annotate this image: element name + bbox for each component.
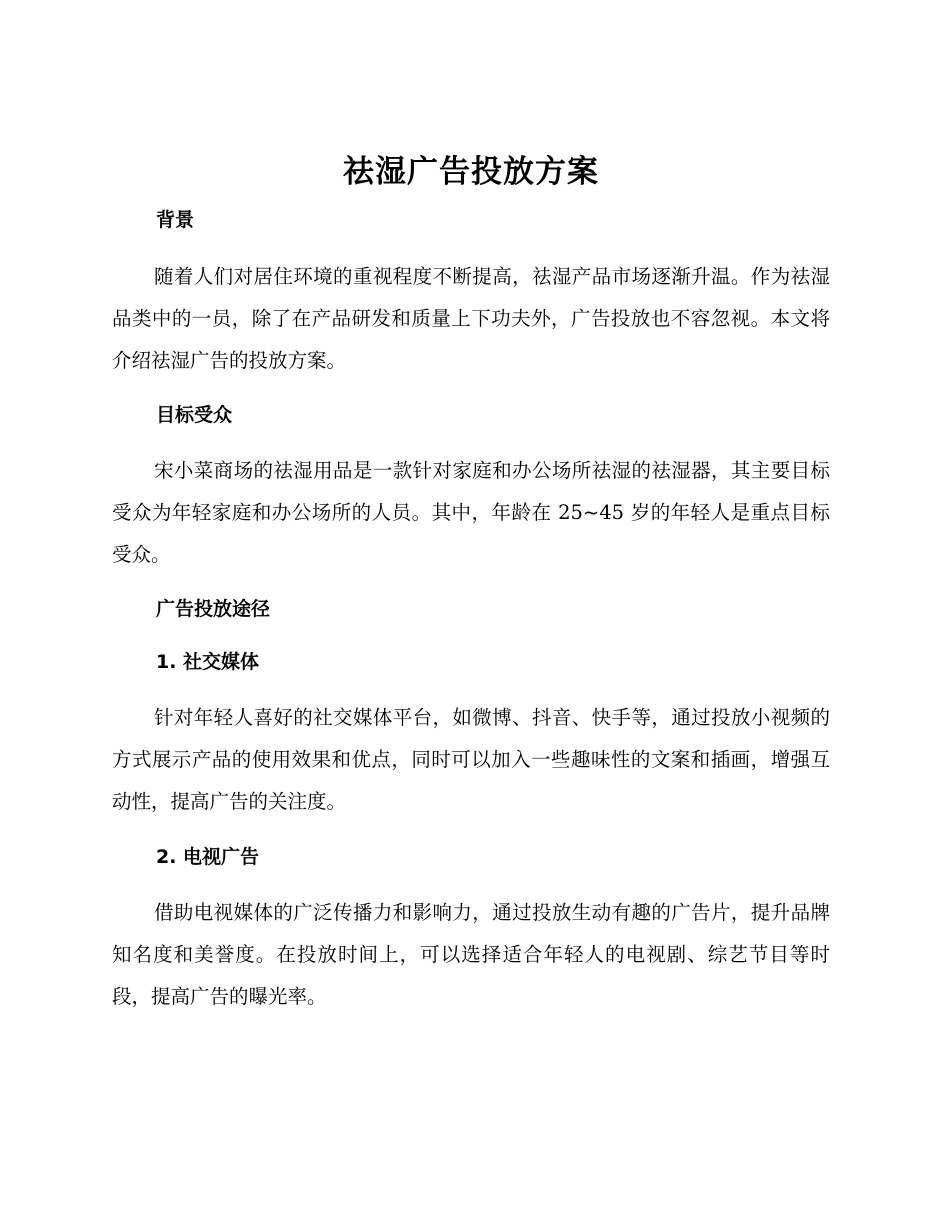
section-paragraph-social-media: 针对年轻人喜好的社交媒体平台，如微博、抖音、快手等，通过投放小视频的方式展示产品的使用效果和优点，同时可以加入一些趣味性的文案和插画，增强互动性，提高广告的关注度。	[112, 706, 830, 813]
section-heading-ad-channels: 广告投放途径	[156, 598, 271, 620]
section-paragraph-background: 随着人们对居住环境的重视程度不断提高，祛湿产品市场逐渐升温。作为祛湿品类中的一员，除了在产品研发和质量上下功夫外，广告投放也不容忽视。本文将介绍祛湿广告的投放方案。	[112, 265, 830, 372]
section-heading-target-audience: 目标受众	[156, 404, 233, 426]
section-paragraph-target-audience: 宋小菜商场的祛湿用品是一款针对家庭和办公场所祛湿的祛湿器，其主要目标受众为年轻家庭和办公场所的人员。其中，年龄在 25~45 岁的年轻人是重点目标受众。	[112, 459, 830, 566]
section-heading-background: 背景	[156, 209, 195, 231]
document-page	[112, 0, 830, 1230]
section-heading-tv-ads: 2. 电视广告	[156, 846, 260, 868]
section-paragraph-tv-ads: 借助电视媒体的广泛传播力和影响力，通过投放生动有趣的广告片，提升品牌知名度和美誉度。在投放时间上，可以选择适合年轻人的电视剧、综艺节目等时段，提高广告的曝光率。	[112, 901, 830, 1008]
document-title: 祛湿广告投放方案	[343, 154, 599, 190]
section-heading-social-media: 1. 社交媒体	[156, 651, 260, 673]
